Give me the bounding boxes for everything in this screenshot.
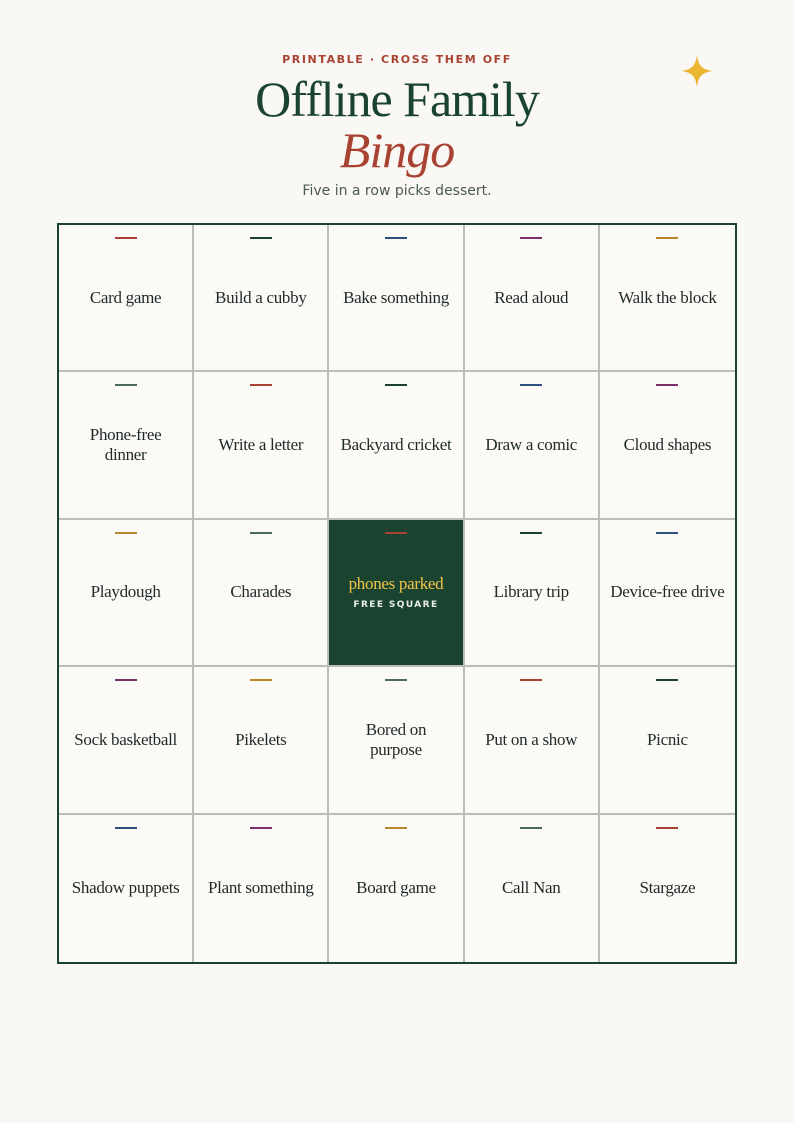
bingo-square[interactable]	[59, 667, 194, 814]
cell-color-tick	[115, 237, 137, 239]
bingo-square-label: Backyard cricket	[340, 435, 452, 455]
bingo-square-label: Write a letter	[218, 435, 304, 455]
cell-color-tick	[250, 237, 272, 239]
bingo-square[interactable]	[465, 225, 600, 372]
bingo-square[interactable]	[600, 372, 735, 519]
bingo-square-label: Read aloud	[494, 287, 569, 307]
bingo-square[interactable]	[600, 520, 735, 667]
free-square[interactable]	[329, 520, 464, 667]
bingo-square[interactable]	[329, 225, 464, 372]
free-square-subtitle: FREE SQUARE	[353, 600, 439, 611]
cell-color-tick	[520, 384, 542, 386]
bingo-square[interactable]	[465, 667, 600, 814]
cell-color-tick	[520, 237, 542, 239]
bingo-square[interactable]	[600, 815, 735, 962]
cell-color-tick	[250, 827, 272, 829]
bingo-square-label: Board game	[356, 878, 436, 898]
cell-color-tick	[656, 532, 678, 534]
cell-color-tick	[385, 237, 407, 239]
bingo-square[interactable]	[600, 667, 735, 814]
bingo-square[interactable]	[329, 815, 464, 962]
bingo-square[interactable]	[194, 667, 329, 814]
bingo-square[interactable]	[194, 225, 329, 372]
bingo-square-label: Sock basketball	[74, 729, 177, 749]
tagline: Five in a row picks dessert.	[302, 183, 492, 199]
eyebrow-label: PRINTABLE · CROSS THEM OFF	[282, 53, 512, 66]
bingo-square[interactable]	[59, 520, 194, 667]
cell-color-tick	[385, 532, 407, 534]
bingo-square[interactable]	[194, 372, 329, 519]
bingo-square[interactable]	[329, 667, 464, 814]
bingo-square-label: Bake something	[343, 287, 449, 307]
free-square-title: phones parked	[348, 574, 444, 594]
bingo-square-label: Shadow puppets	[71, 878, 180, 898]
bingo-square-label: Library trip	[493, 582, 569, 602]
bingo-board	[57, 223, 737, 964]
bingo-square-label: Draw a comic	[485, 435, 578, 455]
cell-color-tick	[385, 679, 407, 681]
bingo-square-label: Stargaze	[639, 878, 696, 898]
cell-color-tick	[520, 532, 542, 534]
bingo-square-label: Card game	[89, 287, 162, 307]
cell-color-tick	[385, 384, 407, 386]
bingo-square-label: Cloud shapes	[623, 435, 712, 455]
four-point-star-icon	[680, 54, 714, 88]
cell-color-tick	[656, 384, 678, 386]
bingo-square-label: Pikelets	[235, 729, 287, 749]
bingo-square-label: Charades	[230, 582, 292, 602]
bingo-square-label: Bored on purpose	[365, 719, 427, 759]
page-title: Offline Family	[255, 71, 539, 127]
cell-color-tick	[656, 237, 678, 239]
bingo-square[interactable]	[59, 225, 194, 372]
cell-color-tick	[656, 679, 678, 681]
cell-color-tick	[520, 679, 542, 681]
cell-color-tick	[250, 384, 272, 386]
bingo-square-label: Put on a show	[485, 729, 578, 749]
cell-color-tick	[115, 827, 137, 829]
cell-color-tick	[115, 679, 137, 681]
bingo-square-label: Build a cubby	[215, 287, 307, 307]
bingo-square[interactable]	[465, 815, 600, 962]
bingo-square[interactable]	[465, 520, 600, 667]
bingo-square-label: Plant something	[208, 878, 314, 898]
cell-color-tick	[115, 384, 137, 386]
bingo-square[interactable]	[194, 520, 329, 667]
bingo-square[interactable]	[59, 372, 194, 519]
cell-color-tick	[520, 827, 542, 829]
bingo-square[interactable]	[329, 372, 464, 519]
cell-color-tick	[250, 532, 272, 534]
cell-color-tick	[115, 532, 137, 534]
bingo-square[interactable]	[194, 815, 329, 962]
bingo-square[interactable]	[465, 372, 600, 519]
bingo-square-label: Walk the block	[618, 287, 717, 307]
bingo-square[interactable]	[59, 815, 194, 962]
bingo-square[interactable]	[600, 225, 735, 372]
bingo-square-label: Device-free drive	[610, 582, 725, 602]
bingo-square-label: Picnic	[647, 729, 688, 749]
bingo-square-label: Call Nan	[501, 878, 561, 898]
cell-color-tick	[250, 679, 272, 681]
cell-color-tick	[385, 827, 407, 829]
page-title-accent: Bingo	[339, 122, 455, 178]
cell-color-tick	[656, 827, 678, 829]
bingo-square-label: Playdough	[90, 582, 161, 602]
bingo-square-label: Phone-free dinner	[89, 425, 162, 465]
